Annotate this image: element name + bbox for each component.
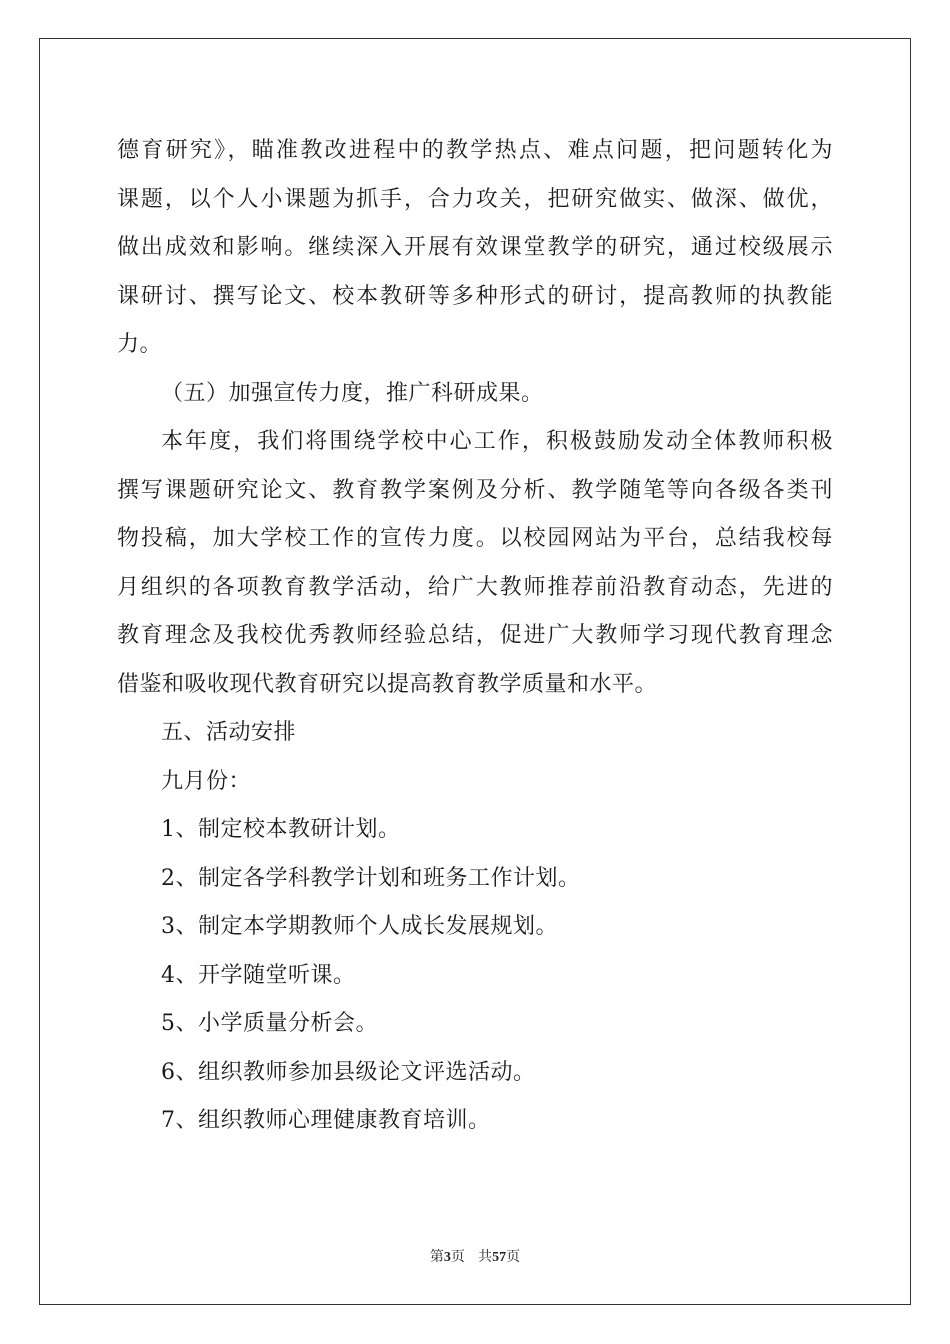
document-body xyxy=(117,129,833,1148)
paragraph-line: 德育研究》，瞄准教改进程中的教学热点、难点问题，把问题转化为 xyxy=(117,138,833,163)
list-item: 3、制定本学期教师个人成长发展规划。 xyxy=(161,914,558,939)
paragraph-line: 做出成效和影响。继续深入开展有效课堂教学的研究，通过校级展示 xyxy=(117,235,833,260)
footer-page-unit: 页 xyxy=(450,1249,465,1265)
paragraph-line: 撰写课题研究论文、教育教学案例及分析、教学随笔等向各级各类刊 xyxy=(117,477,833,503)
total-pages: 57 xyxy=(492,1250,507,1265)
list-item: 1、制定校本教研计划。 xyxy=(161,817,401,842)
paragraph-line: 力。 xyxy=(117,332,163,357)
footer-total-prefix: 共 xyxy=(478,1249,493,1265)
paragraph-line: 课研讨、撰写论文、校本教研等多种形式的研讨，提高教师的执教能 xyxy=(117,283,833,309)
list-item: 4、开学随堂听课。 xyxy=(161,962,356,988)
page-footer xyxy=(0,1246,950,1266)
footer-prefix: 第 xyxy=(429,1249,444,1265)
paragraph-line: 教育理念及我校优秀教师经验总结，促进广大教师学习现代教育理念 xyxy=(117,623,833,648)
section-heading: （五）加强宣传力度，推广科研成果。 xyxy=(161,380,544,406)
list-item: 6、组织教师参加县级论文评选活动。 xyxy=(161,1059,536,1085)
list-item: 5、小学质量分析会。 xyxy=(161,1011,378,1036)
paragraph-line: 物投稿，加大学校工作的宣传力度。以校园网站为平台，总结我校每 xyxy=(117,526,833,551)
paragraph-line: 月组织的各项教育教学活动，给广大教师推荐前沿教育动态，先进的 xyxy=(117,574,833,600)
list-item: 7、组织教师心理健康教育培训。 xyxy=(161,1108,491,1133)
paragraph-line: 课题，以个人小课题为抓手，合力攻关，把研究做实、做深、做优， xyxy=(117,186,833,212)
paragraph-line: 本年度，我们将围绕学校中心工作，积极鼓励发动全体教师积极 xyxy=(161,429,833,454)
month-heading: 九月份： xyxy=(161,768,252,794)
page-number: 3 xyxy=(443,1250,451,1265)
paragraph-line: 借鉴和吸收现代教育研究以提高教育教学质量和水平。 xyxy=(117,671,658,697)
list-item: 2、制定各学科教学计划和班务工作计划。 xyxy=(161,865,581,891)
footer-total-unit: 页 xyxy=(506,1249,521,1265)
section-heading: 五、活动安排 xyxy=(161,720,297,745)
